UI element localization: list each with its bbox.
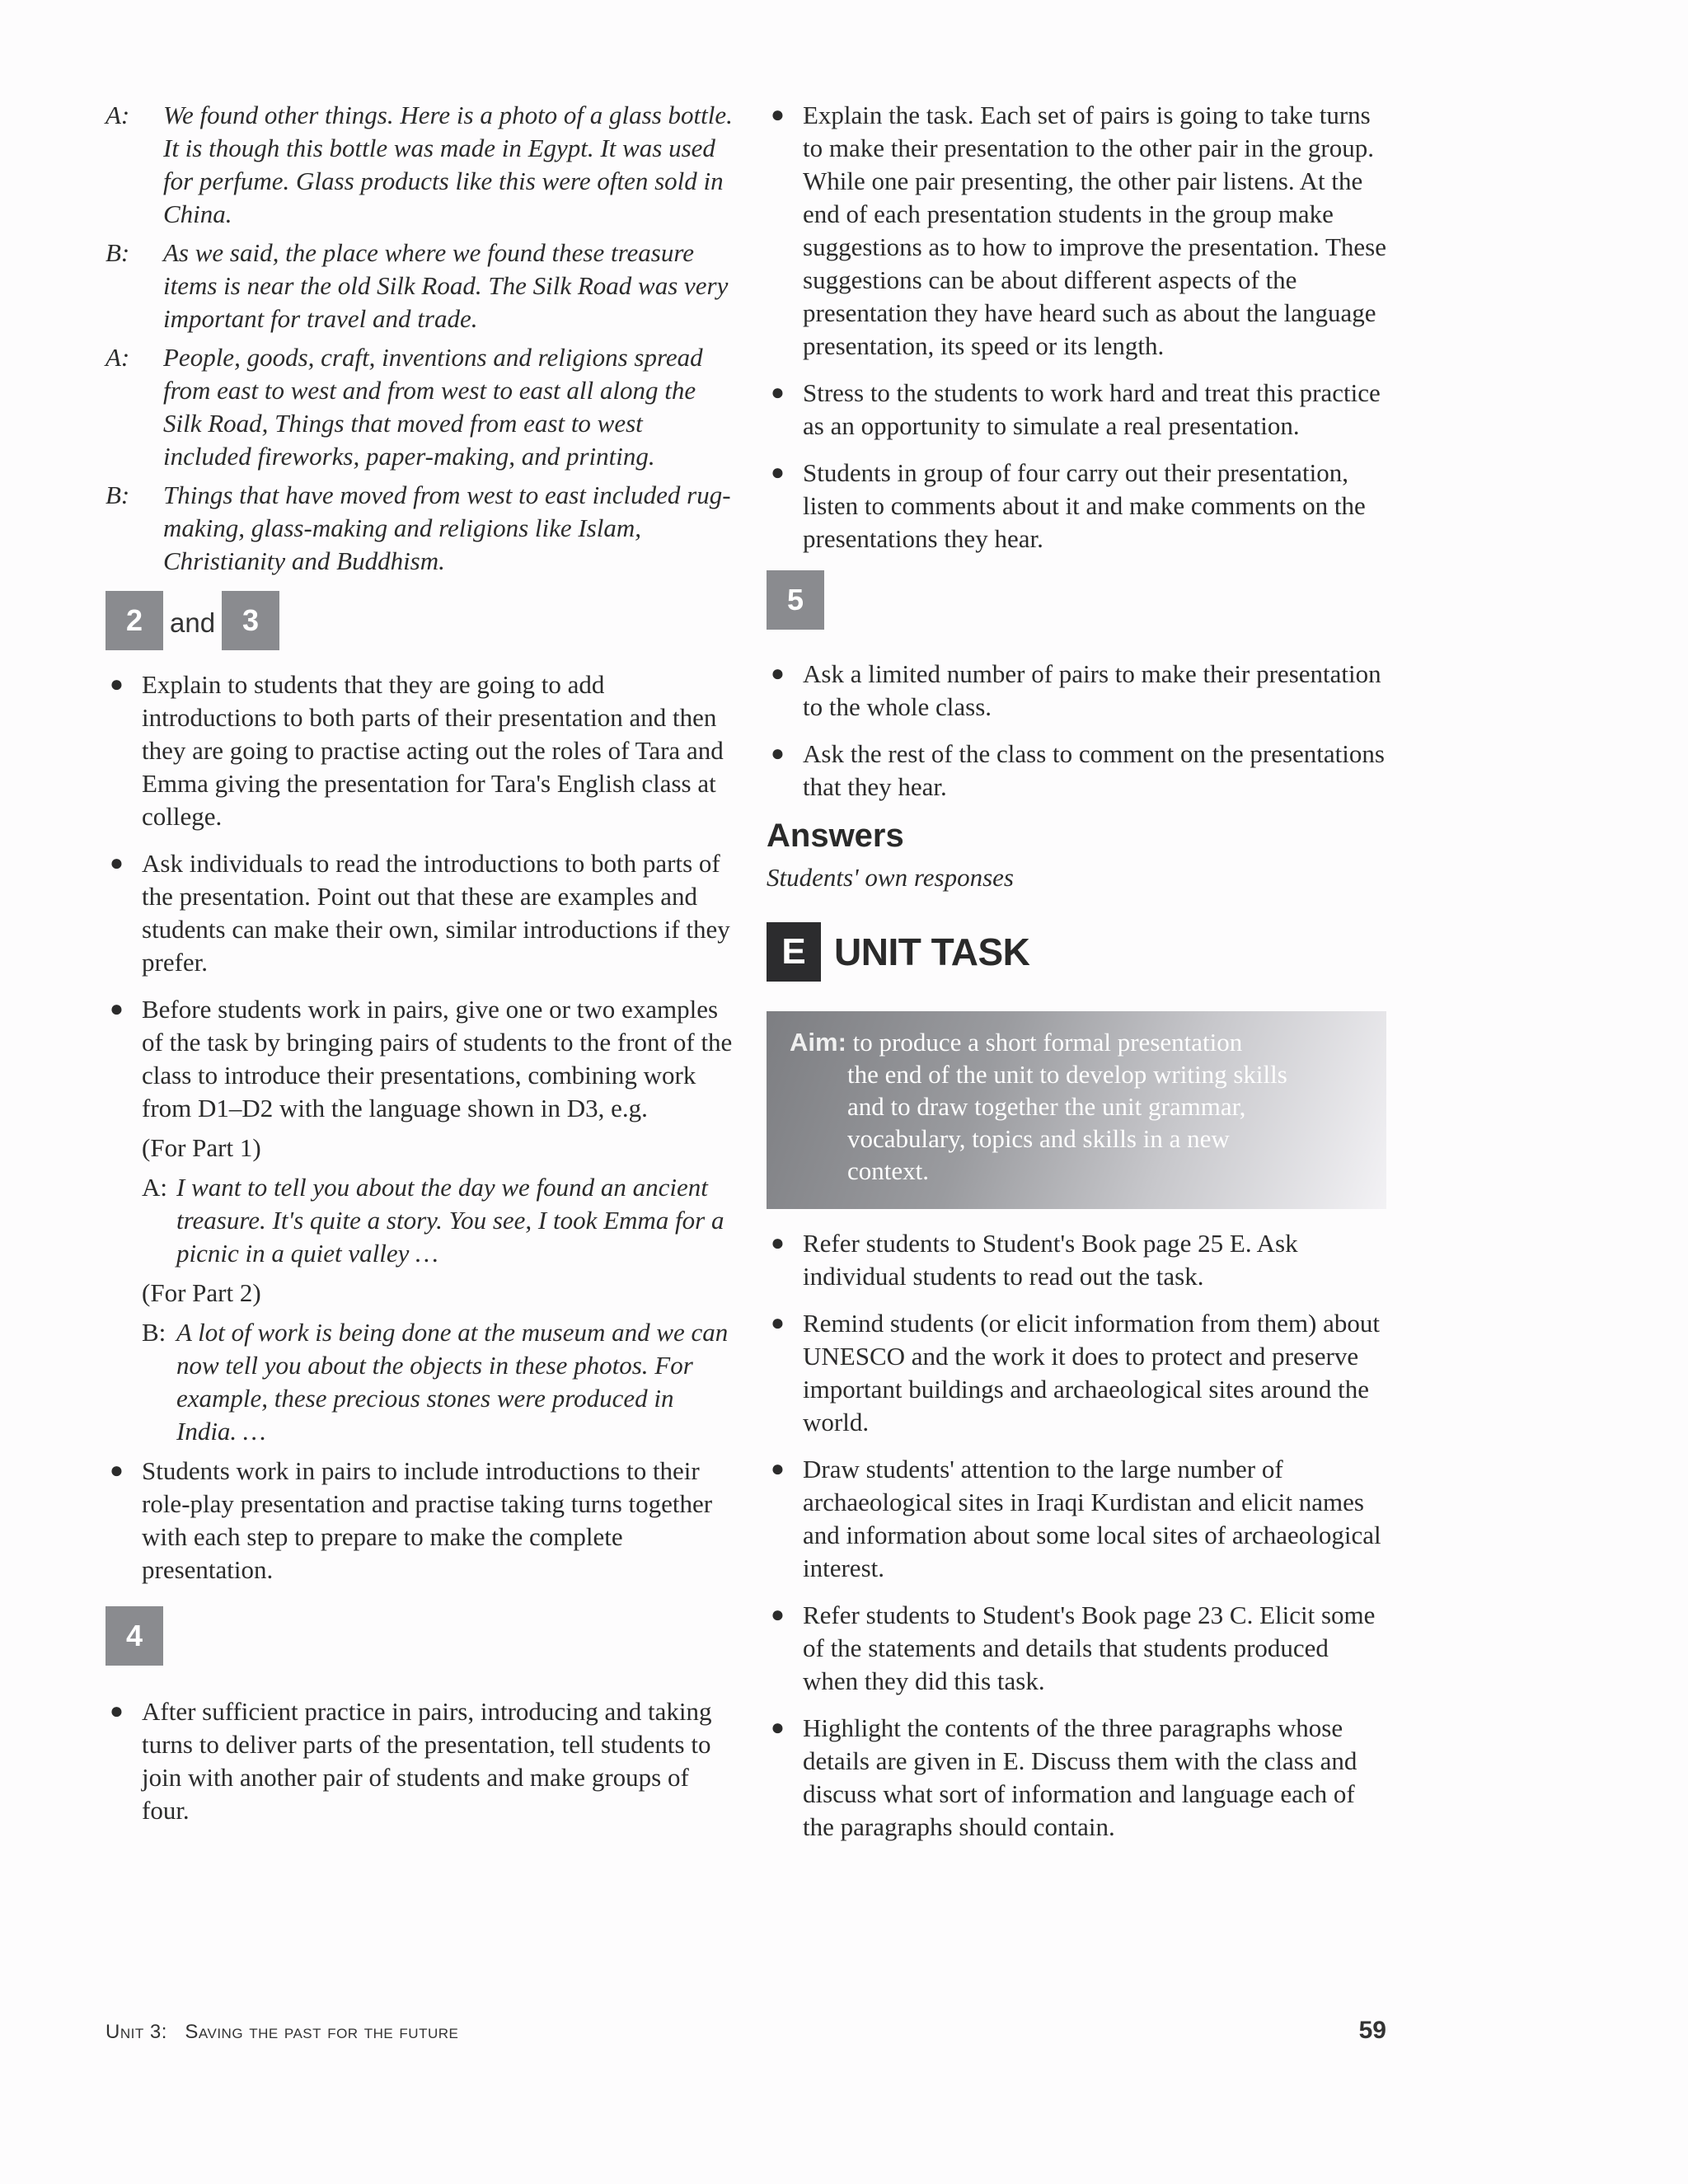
bullet-text: Refer students to Student's Book page 25 E. Ask individual students to read out the task. <box>803 1229 1298 1291</box>
aim-text: context. <box>847 1156 929 1185</box>
right-column <box>767 99 1386 1858</box>
example-text: I want to tell you about the day we found an ancient treasure. It's quite a story. You see, I took Emma for a picnic in a quiet valley … <box>176 1173 724 1268</box>
section-number-badge: 4 <box>106 1606 163 1666</box>
bullet-text: Ask the rest of the class to comment on the presentations that they hear. <box>803 739 1385 801</box>
bullet-icon: ● <box>771 380 785 405</box>
list-item <box>106 668 734 833</box>
dialogue-text: People, goods, craft, inventions and religions spread from east to west and from west to east all along the Silk Road, Things that moved from east to west included fireworks, paper-making, and printing. <box>163 343 703 471</box>
section-2-3-final-bullet <box>106 1455 734 1586</box>
speaker-label: B: <box>142 1318 166 1347</box>
footer-unit-title: Unit 3: Saving the past for the future <box>106 2021 459 2043</box>
bullet-text: Refer students to Student's Book page 23 C. Elicit some of the statements and details that students produced when they did this task. <box>803 1601 1376 1695</box>
list-item <box>767 99 1386 363</box>
section-number-badge: 5 <box>767 570 824 630</box>
bullet-icon: ● <box>110 851 124 876</box>
aim-first-line <box>790 1026 1362 1058</box>
unit-task-bullets <box>767 1227 1386 1844</box>
list-item <box>106 993 734 1125</box>
bullet-icon: ● <box>771 1602 785 1628</box>
bullet-icon: ● <box>771 1310 785 1336</box>
bullet-icon: ● <box>110 1699 124 1724</box>
example-text: A lot of work is being done at the museum and we can now tell you about the objects in these photos. For example, these precious stones were produced in India. … <box>176 1318 729 1446</box>
bullet-text: Stress to the students to work hard and treat this practice as an opportunity to simulate a real presentation. <box>803 378 1381 440</box>
aim-label: Aim: <box>790 1028 846 1057</box>
aim-text: vocabulary, topics and skills in a new <box>847 1124 1230 1153</box>
speaker-label: A: <box>142 1173 167 1202</box>
speaker-label: B: <box>106 238 130 267</box>
dialogue-line <box>106 99 734 231</box>
dialogue-text: As we said, the place where we found these treasure items is near the old Silk Road. The Silk Road was very important for travel and trade. <box>163 238 729 333</box>
dialogue-text: We found other things. Here is a photo of a glass bottle. It is though this bottle was made in Egypt. It was used for perfume. Glass products like this were often sold in China. <box>163 101 733 228</box>
part-1-label: (For Part 1) <box>142 1133 261 1162</box>
bullet-icon: ● <box>110 1458 124 1483</box>
bullet-text: Ask a limited number of pairs to make their presentation to the whole class. <box>803 659 1381 721</box>
bullet-icon: ● <box>771 1230 785 1256</box>
aim-text: to produce a short formal presentation <box>852 1028 1243 1057</box>
speaker-label: B: <box>106 480 130 509</box>
left-column <box>106 99 734 1841</box>
bullet-text: Before students work in pairs, give one or two examples of the task by bringing pairs of students to the front of the class to introduce their presentations, combining work from D1–D2 with the language shown in D3, e.g. <box>142 995 733 1122</box>
section-number-badge: 3 <box>222 591 279 650</box>
unit-task-heading <box>767 922 1386 982</box>
aim-box <box>767 1011 1386 1209</box>
list-item <box>106 1695 734 1827</box>
bullet-icon: ● <box>771 661 785 687</box>
list-item <box>767 1712 1386 1844</box>
and-label: and <box>170 607 216 638</box>
list-item <box>767 377 1386 443</box>
section-2-3-bullets <box>106 668 734 1125</box>
aim-text: and to draw together the unit grammar, <box>847 1092 1246 1121</box>
bullet-text: Remind students (or elicit information from them) about UNESCO and the work it does to protect and preserve important buildings and archaeological sites around the world. <box>803 1309 1380 1436</box>
section-4-continued-bullets <box>767 99 1386 555</box>
answers-text: Students' own responses <box>767 863 1014 892</box>
bullet-text: Draw students' attention to the large number of archaeological sites in Iraqi Kurdistan and elicit names and information about some local sites of archaeological interest. <box>803 1455 1381 1582</box>
list-item <box>767 1599 1386 1698</box>
bullet-icon: ● <box>771 1715 785 1741</box>
list-item <box>767 658 1386 724</box>
dialogue-line <box>106 479 734 578</box>
list-item <box>106 1455 734 1586</box>
section-4-bullets <box>106 1695 734 1827</box>
section-5-bullets <box>767 658 1386 804</box>
unit-task-title: UNIT TASK <box>834 930 1030 973</box>
bullet-icon: ● <box>771 1456 785 1482</box>
page-number: 59 <box>1358 2017 1386 2044</box>
part-1-example <box>106 1171 734 1270</box>
list-item <box>767 738 1386 804</box>
bullet-text: Explain the task. Each set of pairs is going to take turns to make their presentation to the other pair in the group. While one pair presenting, the other pair listens. At the end of each presentation students in the group make suggestions as to how to improve the presentation. These suggestions can be about different aspects of the presentation they have heard such as about the language presentation, its speed or its length. <box>803 101 1387 360</box>
list-item <box>767 1453 1386 1585</box>
bullet-icon: ● <box>110 996 124 1022</box>
part-2-example <box>106 1316 734 1448</box>
aim-text: the end of the unit to develop writing skills <box>847 1060 1287 1089</box>
bullet-text: Explain to students that they are going to add introductions to both parts of their presentation and then they are going to practise acting out the roles of Tara and Emma giving the presentation for Tara's English class at college. <box>142 670 724 831</box>
dialogue-line <box>106 341 734 473</box>
speaker-label: A: <box>106 343 130 372</box>
list-item <box>767 1307 1386 1439</box>
bullet-text: Students work in pairs to include introductions to their role-play presentation and practise taking turns together with each step to prepare to make the complete presentation. <box>142 1456 713 1584</box>
bullet-icon: ● <box>771 460 785 485</box>
bullet-text: After sufficient practice in pairs, introducing and taking turns to deliver parts of the presentation, tell students to join with another pair of students and make groups of four. <box>142 1697 712 1825</box>
unit-task-letter-badge: E <box>767 922 821 982</box>
speaker-label: A: <box>106 101 130 129</box>
list-item <box>106 847 734 979</box>
list-item <box>767 1227 1386 1293</box>
part-2-label: (For Part 2) <box>142 1278 261 1307</box>
section-5-heading <box>767 570 1386 630</box>
bullet-icon: ● <box>771 102 785 128</box>
section-2-3-heading <box>106 591 734 650</box>
bullet-icon: ● <box>110 672 124 697</box>
section-4-heading <box>106 1606 734 1666</box>
list-item <box>767 457 1386 555</box>
dialogue-text: Things that have moved from west to east included rug-making, glass-making and religions like Islam, Christianity and Buddhism. <box>163 480 731 575</box>
dialogue-line <box>106 237 734 335</box>
answers-heading: Answers <box>767 818 904 854</box>
bullet-text: Students in group of four carry out their presentation, listen to comments about it and make comments on the presentations they hear. <box>803 458 1366 553</box>
bullet-text: Highlight the contents of the three paragraphs whose details are given in E. Discuss them with the class and discuss what sort of information and language each of the paragraphs should contain. <box>803 1713 1357 1841</box>
section-number-badge: 2 <box>106 591 163 650</box>
bullet-icon: ● <box>771 741 785 766</box>
bullet-text: Ask individuals to read the introductions to both parts of the presentation. Point out that these are examples and students can make their own, similar introductions if they prefer. <box>142 849 730 977</box>
page-footer <box>106 2017 1386 2045</box>
dialogue <box>106 99 734 578</box>
